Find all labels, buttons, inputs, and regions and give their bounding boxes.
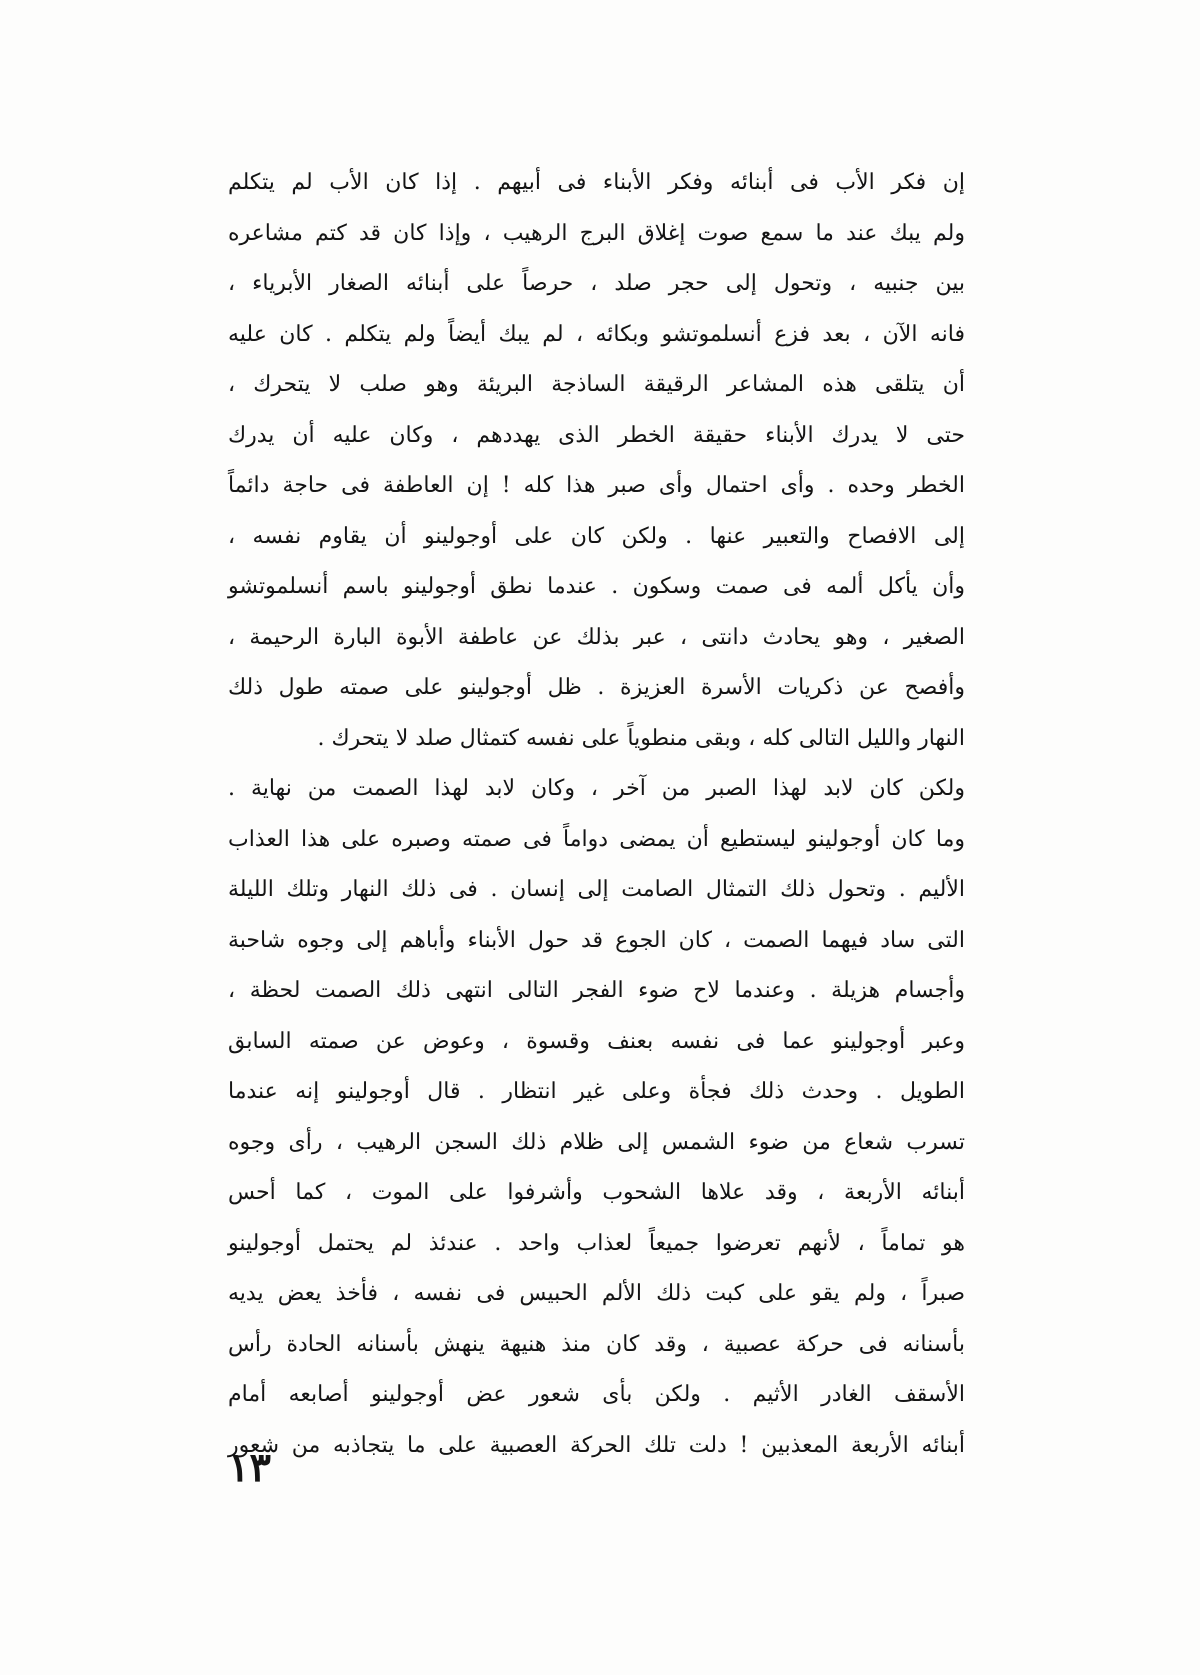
text-line: فانه الآن ، بعد فزع أنسلموتشو وبكائه ، لم يبك أيضاً ولم يتكلم . كان عليه	[228, 321, 965, 347]
text-line: وأفصح عن ذكريات الأسرة العزيزة . ظل أوجولينو على صمته طول ذلك	[228, 675, 965, 700]
text-line: إلى الافصاح والتعبير عنها . ولكن كان على أوجولينو أن يقاوم نفسه ،	[228, 523, 965, 549]
text-line: بأسنانه فى حركة عصبية ، وقد كان منذ هنيهة ينهش بأسنانه الحادة رأس	[228, 1331, 965, 1357]
text-line: إن فكر الأب فى أبنائه وفكر الأبناء فى أبيهم . إذا كان الأب لم يتكلم	[228, 170, 965, 195]
text-line: ولم يبك عند ما سمع صوت إغلاق البرج الرهيب ، وإذا كان قد كتم مشاعره	[228, 220, 965, 246]
text-line: صبراً ، ولم يقو على كبت ذلك الألم الحبيس فى نفسه ، فأخذ يعض يديه	[228, 1281, 966, 1306]
text-line: الأسقف الغادر الأثيم . ولكن بأى شعور عض أوجولينو أصابعه أمام	[228, 1382, 965, 1407]
paragraph-end-line: النهار والليل التالى كله ، وبقى منطوياً على نفسه كتمثال صلد لا يتحرك .	[317, 725, 965, 751]
text-line: الأليم . وتحول ذلك التمثال الصامت إلى إنسان . فى ذلك النهار وتلك الليلة	[228, 877, 965, 902]
text-line: الطويل . وحدث ذلك فجأة وعلى غير انتظار . قال أوجولينو إنه عندما	[228, 1079, 965, 1104]
text-line: هو تماماً ، لأنهم تعرضوا جميعاً لعذاب واحد . عندئذ لم يحتمل أوجولينو	[228, 1230, 965, 1256]
text-line: حتى لا يدرك الأبناء حقيقة الخطر الذى يهددهم ، وكان عليه أن يدرك	[228, 422, 965, 448]
text-line: أن يتلقى هذه المشاعر الرقيقة الساذجة البريئة وهو صلب لا يتحرك ،	[228, 372, 965, 397]
text-line: وأن يأكل ألمه فى صمت وسكون . عندما نطق أوجولينو باسم أنسلموتشو	[228, 574, 965, 599]
text-line: الخطر وحده . وأى احتمال وأى صبر هذا كله ! إن العاطفة فى حاجة دائماً	[228, 473, 965, 498]
text-line: ولكن كان لابد لهذا الصبر من آخر ، وكان لابد لهذا الصمت من نهاية .	[228, 776, 965, 801]
page-number: ١٣	[228, 1444, 271, 1491]
text-line: وأجسام هزيلة . وعندما لاح ضوء الفجر التالى انتهى ذلك الصمت لحظة ،	[228, 978, 965, 1003]
text-line: وما كان أوجولينو ليستطيع أن يمضى دواماً فى صمته وصبره على هذا العذاب	[228, 826, 965, 852]
text-line: بين جنبيه ، وتحول إلى حجر صلد ، حرصاً على أبنائه الصغار الأبرياء ،	[228, 271, 965, 296]
text-line: أبنائه الأربعة ، وقد علاها الشحوب وأشرفوا على الموت ، كما أحس	[228, 1180, 965, 1205]
text-line: وعبر أوجولينو عما فى نفسه بعنف وقسوة ، وعوض عن صمته السابق	[228, 1028, 965, 1054]
text-line: الصغير ، وهو يحادث دانتى ، عبر بذلك عن عاطفة الأبوة البارة الرحيمة ،	[228, 624, 965, 650]
text-line: تسرب شعاع من ضوء الشمس إلى ظلام ذلك السجن الرهيب ، رأى وجوه	[228, 1129, 965, 1155]
text-line: أبنائه الأربعة المعذبين ! دلت تلك الحركة العصبية على ما يتجاذبه من شعور	[228, 1432, 965, 1458]
body-text	[228, 158, 965, 1471]
text-line: التى ساد فيهما الصمت ، كان الجوع قد حول الأبناء وأباهم إلى وجوه شاحبة	[228, 927, 965, 953]
